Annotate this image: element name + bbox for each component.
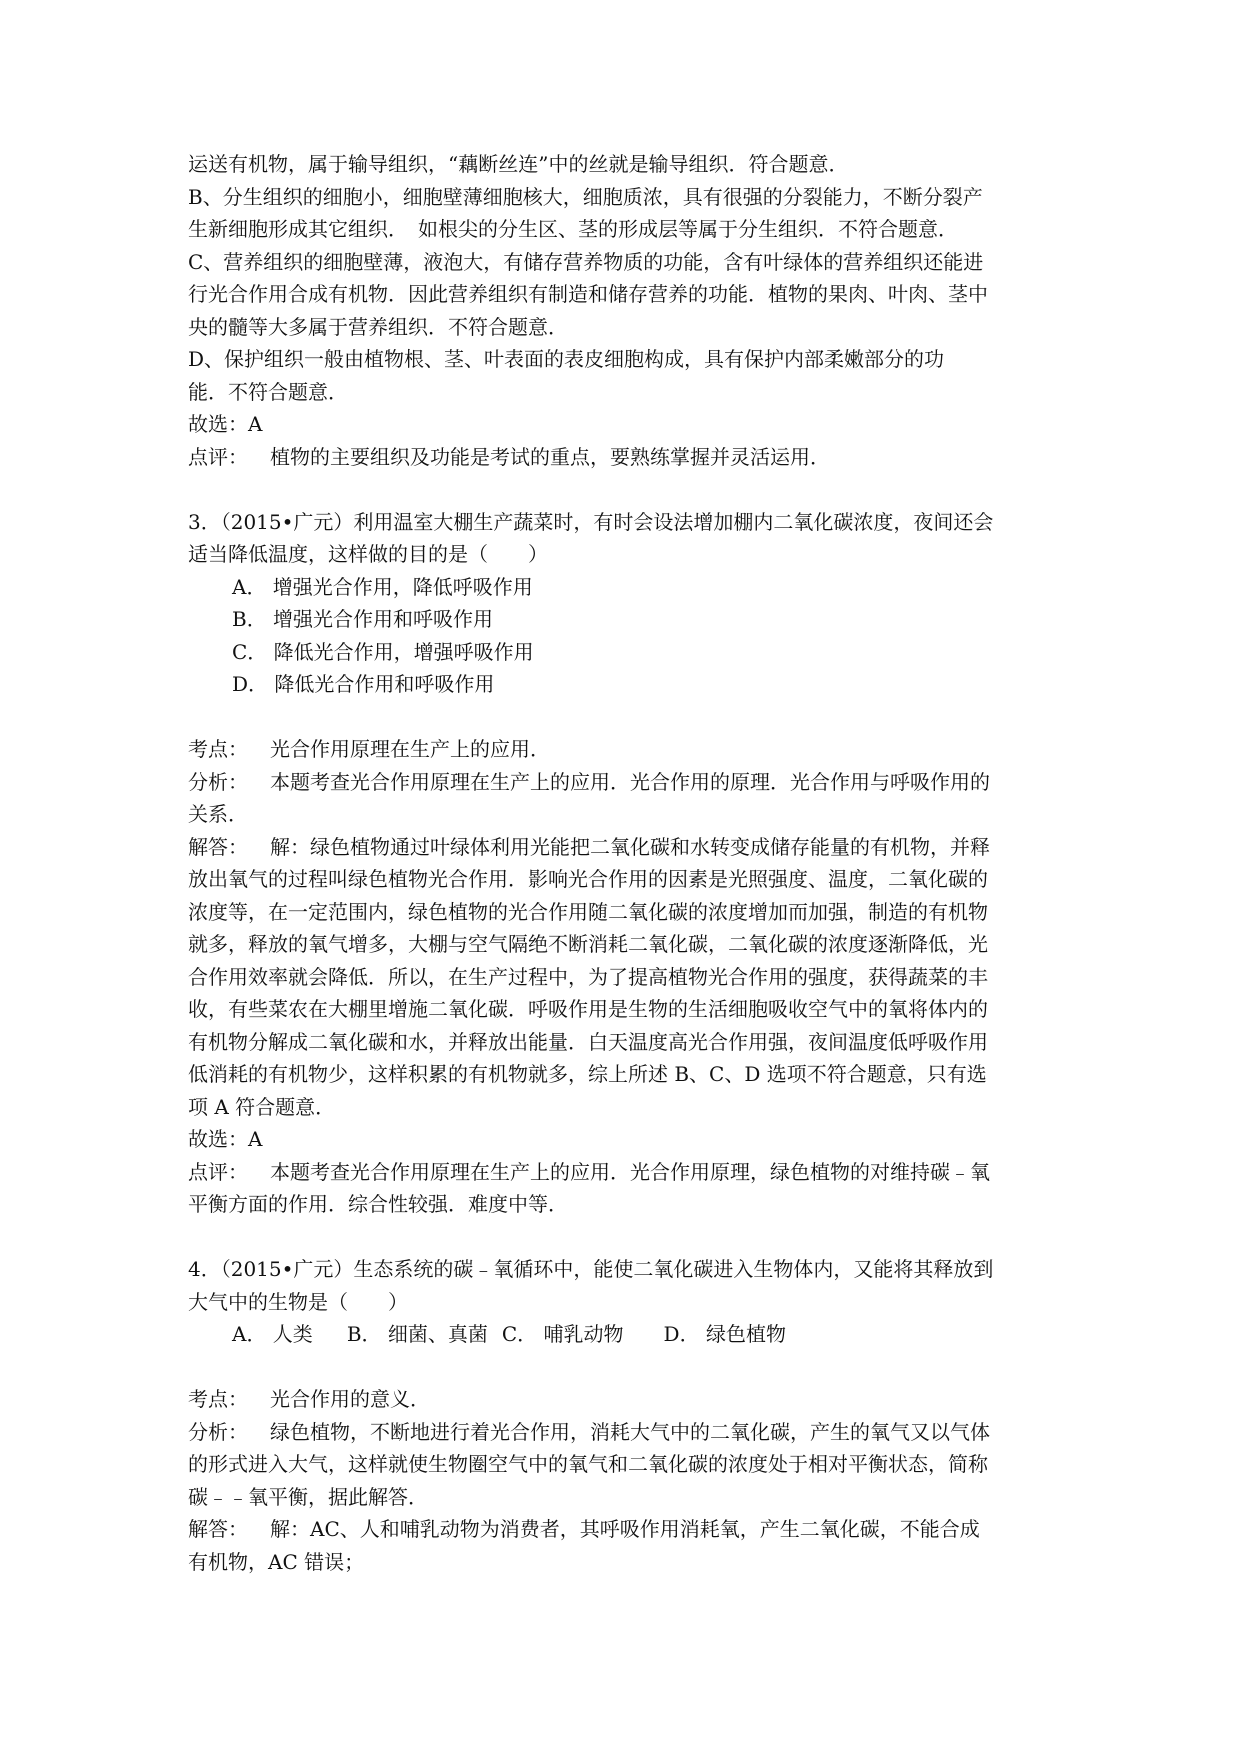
solution-cont: 有机物分解成二氧化碳和水，并释放出能量．白天温度高光合作用强，夜间温度低呼吸作用 bbox=[188, 1029, 988, 1054]
analysis: 分析： 本题考查光合作用原理在生产上的应用．光合作用的原理．光合作用与呼吸作用的 bbox=[188, 766, 1058, 799]
question-4-stem: 大气中的生物是（ ） bbox=[188, 1289, 408, 1314]
analysis-cont: 的形式进入大气，这样就使生物圈空气中的氧气和二氧化碳的浓度处于相对平衡状态，简称 bbox=[188, 1452, 988, 1476]
solution-cont: 就多，释放的氧气增多，大棚与空气隔绝不断消耗二氧化碳，二氧化碳的浓度逐渐降低，光 bbox=[188, 932, 988, 956]
text-line: 运送有机物，属于输导组织，“藕断丝连”中的丝就是输导组织．符合题意． bbox=[188, 152, 849, 176]
question-3-option-a: A． 增强光合作用，降低呼吸作用 bbox=[232, 574, 533, 599]
answer-line: 故选：A bbox=[188, 1127, 263, 1151]
question-4-options bbox=[188, 1318, 1058, 1351]
knowledge-point: 考点： 光合作用的意义． bbox=[188, 1383, 1058, 1416]
question-3-option-d: D． 降低光合作用和呼吸作用 bbox=[232, 672, 495, 696]
question-4-stem: 4．（2015•广元）生态系统的碳﹣氧循环中，能使二氧化碳进入生物体内，又能将其释放到 bbox=[188, 1257, 994, 1281]
analysis-label: 分析： bbox=[188, 1419, 248, 1444]
text-line: C、营养组织的细胞壁薄，液泡大，有储存营养物质的功能，含有叶绿体的营养组织还能进 bbox=[188, 249, 984, 274]
answer-line: 故选：A bbox=[188, 412, 263, 436]
solution-cont: 放出氧气的过程叫绿色植物光合作用．影响光合作用的因素是光照强度、温度，二氧化碳的 bbox=[188, 867, 988, 891]
knowledge-label: 考点： bbox=[188, 737, 248, 761]
comment-cont: 平衡方面的作用．综合性较强．难度中等． bbox=[188, 1192, 568, 1216]
solution: 解答： 解：AC、人和哺乳动物为消费者，其呼吸作用消耗氧，产生二氧化碳，不能合成 bbox=[188, 1513, 1058, 1546]
question-4-option-c: C． 哺乳动物 bbox=[501, 1322, 624, 1346]
text-line: 行光合作用合成有机物．因此营养组织有制造和储存营养的功能．植物的果肉、叶肉、茎中 bbox=[188, 282, 988, 306]
text-line: 生新细胞形成其它组织． 如根尖的分生区、茎的形成层等属于分生组织．不符合题意． bbox=[188, 217, 958, 241]
solution: 解答： 解：绿色植物通过叶绿体利用光能把二氧化碳和水转变成储存能量的有机物，并释 bbox=[188, 831, 1058, 864]
solution-cont: 有机物，AC 错误； bbox=[188, 1549, 365, 1574]
analysis-label: 分析： bbox=[188, 769, 248, 794]
comment-line bbox=[188, 441, 1058, 474]
knowledge-point: 考点： 光合作用原理在生产上的应用． bbox=[188, 733, 1058, 766]
knowledge-label: 考点： bbox=[188, 1387, 248, 1411]
solution-cont: 浓度等，在一定范围内，绿色植物的光合作用随二氧化碳的浓度增加而加强，制造的有机物 bbox=[188, 899, 988, 924]
question-3-stem: 适当降低温度，这样做的目的是（ ） bbox=[188, 542, 548, 566]
solution-label: 解答： bbox=[188, 1517, 248, 1541]
solution-cont: 收，有些菜农在大棚里增施二氧化碳．呼吸作用是生物的生活细胞吸收空气中的氧将体内的 bbox=[188, 997, 988, 1021]
document-page bbox=[188, 148, 1058, 1578]
comment: 点评： 本题考查光合作用原理在生产上的应用．光合作用原理，绿色植物的对维持碳﹣氧 bbox=[188, 1156, 1058, 1189]
text-line: 能．不符合题意． bbox=[188, 379, 348, 404]
text-line: 央的髓等大多属于营养组织．不符合题意． bbox=[188, 314, 568, 339]
question-3-stem: 3．（2015•广元）利用温室大棚生产蔬菜时，有时会设法增加棚内二氧化碳浓度，夜间还会 bbox=[188, 509, 994, 534]
analysis-cont: 碳﹣﹣氧平衡，据此解答． bbox=[188, 1484, 428, 1509]
question-4-option-d: D． 绿色植物 bbox=[663, 1322, 786, 1346]
solution-cont: 低消耗的有机物少，这样积累的有机物就多，综上所述 B、C、D 选项不符合题意，只有选 bbox=[188, 1062, 987, 1086]
analysis-cont: 关系． bbox=[188, 802, 248, 826]
comment-label: 点评： bbox=[188, 444, 248, 469]
question-3-option-b: B． 增强光合作用和呼吸作用 bbox=[232, 607, 494, 631]
comment-text: 植物的主要组织及功能是考试的重点，要熟练掌握并灵活运用． bbox=[270, 444, 830, 469]
solution-label: 解答： bbox=[188, 834, 248, 859]
comment-label: 点评： bbox=[188, 1159, 248, 1184]
question-3-option-c: C． 降低光合作用，增强呼吸作用 bbox=[232, 639, 534, 664]
text-line: D、保护组织一般由植物根、茎、叶表面的表皮细胞构成，具有保护内部柔嫩部分的功 bbox=[188, 347, 945, 371]
question-4-option-a: A． 人类 bbox=[232, 1322, 313, 1346]
text-line: B、分生组织的细胞小，细胞壁薄细胞核大，细胞质浓，具有很强的分裂能力，不断分裂产 bbox=[188, 184, 983, 209]
question-4-option-b: B． 细菌、真菌 bbox=[346, 1322, 488, 1346]
solution-cont: 合作用效率就会降低．所以，在生产过程中，为了提高植物光合作用的强度，获得蔬菜的丰 bbox=[188, 964, 988, 989]
analysis: 分析： 绿色植物，不断地进行着光合作用，消耗大气中的二氧化碳，产生的氧气又以气体 bbox=[188, 1416, 1058, 1449]
solution-cont: 项 A 符合题意． bbox=[188, 1094, 336, 1119]
